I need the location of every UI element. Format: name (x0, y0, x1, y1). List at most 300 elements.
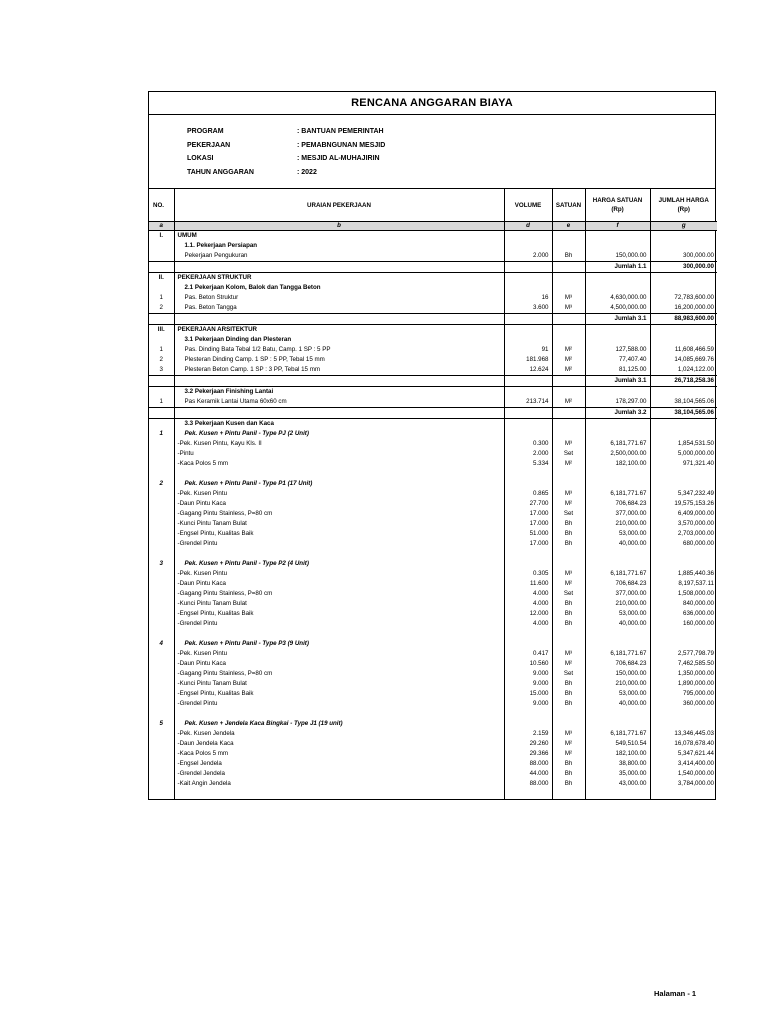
cell-jumlah: 38,104,565.06 (650, 397, 717, 408)
cell-no: 3 (159, 560, 163, 567)
cell-volume (504, 639, 552, 649)
cell-desc (174, 408, 504, 419)
item-desc: Daun Pintu Kaca (179, 500, 226, 507)
cell-volume: 91 (504, 345, 552, 355)
cell-harga (585, 639, 650, 649)
dash-marker: - (177, 690, 180, 697)
cell-jumlah: 360,000.00 (650, 699, 717, 709)
cell-satuan: M³ (552, 489, 585, 499)
blank-row (149, 789, 717, 799)
cell-volume: 16 (504, 293, 552, 303)
blank-row (149, 469, 717, 479)
cell-desc (174, 779, 504, 789)
cell-harga (585, 429, 650, 439)
table-row (149, 499, 717, 509)
cell-jumlah (650, 241, 717, 251)
table-row (149, 739, 717, 749)
cell-no: 1 (159, 294, 163, 301)
project-info (149, 115, 715, 189)
cell-volume (504, 789, 552, 799)
cell-satuan (552, 549, 585, 559)
cell-volume: 0.417 (504, 649, 552, 659)
table-row (149, 599, 717, 609)
item-desc: Pek. Kusen Pintu, Kayu Kls. II (179, 440, 262, 447)
table-row (149, 397, 717, 408)
subtotal-row (149, 314, 717, 325)
cell-satuan (552, 231, 585, 242)
cell-jumlah: 1,854,531.50 (650, 439, 717, 449)
table-row (149, 679, 717, 689)
cell-desc: 2.1 Pekerjaan Kolom, Balok dan Tangga Beton (174, 283, 504, 293)
cell-no (149, 739, 174, 749)
cell-no (149, 709, 174, 719)
cell-volume: 27.700 (504, 499, 552, 509)
document-title: RENCANA ANGGARAN BIAYA (149, 92, 715, 115)
cell-volume (504, 241, 552, 251)
cell-desc (174, 569, 504, 579)
cell-satuan (552, 335, 585, 345)
dash-marker: - (177, 700, 180, 707)
cell-satuan: Bh (552, 779, 585, 789)
dash-marker: - (177, 730, 180, 737)
cell-desc (174, 439, 504, 449)
cell-jumlah: 1,890,000.00 (650, 679, 717, 689)
cell-desc: Pekerjaan Pengukuran (174, 251, 504, 262)
dash-marker: - (177, 450, 180, 457)
cell-satuan: M³ (552, 303, 585, 314)
cell-jumlah (650, 639, 717, 649)
cell-volume (504, 314, 552, 325)
cell-no: 1 (159, 346, 163, 353)
cell-volume (504, 387, 552, 398)
cell-no (149, 251, 174, 262)
cell-satuan (552, 559, 585, 569)
cell-jumlah: 11,608,466.59 (650, 345, 717, 355)
cell-volume: 0.300 (504, 439, 552, 449)
cell-jumlah: 2,703,000.00 (650, 529, 717, 539)
cell-harga (585, 709, 650, 719)
table-row (149, 649, 717, 659)
cell-jumlah (650, 559, 717, 569)
cell-desc (174, 649, 504, 659)
cell-no (149, 499, 174, 509)
cell-jumlah: 1,024,122.00 (650, 365, 717, 376)
cell-volume: 88.000 (504, 759, 552, 769)
group-row (149, 429, 717, 439)
item-desc: Grendel Pintu (179, 620, 218, 627)
cell-jumlah (650, 231, 717, 242)
column-letters-row (149, 222, 717, 231)
cell-no: III. (149, 325, 174, 336)
dash-marker: - (177, 570, 180, 577)
section-row (149, 231, 717, 242)
cell-jumlah: 3,784,000.00 (650, 779, 717, 789)
dash-marker: - (177, 650, 180, 657)
cell-no (149, 599, 174, 609)
cell-no (149, 549, 174, 559)
cell-jumlah: 2,577,798.79 (650, 649, 717, 659)
dash-marker: - (177, 490, 180, 497)
cell-no (149, 387, 174, 398)
cell-no: 2 (159, 304, 163, 311)
group-row (149, 719, 717, 729)
cell-no: 2 (159, 480, 163, 487)
cell-no (149, 689, 174, 699)
column-letter: e (552, 222, 585, 231)
cell-jumlah: 680,000.00 (650, 539, 717, 549)
table-row (149, 539, 717, 549)
cell-jumlah: 7,462,585.50 (650, 659, 717, 669)
cell-satuan: M² (552, 739, 585, 749)
dash-marker: - (177, 590, 180, 597)
subsection-row (149, 335, 717, 345)
cell-no (149, 659, 174, 669)
cell-no (149, 779, 174, 789)
cell-volume: 29.366 (504, 749, 552, 759)
subtotal-row (149, 376, 717, 387)
dash-marker: - (177, 440, 180, 447)
cell-harga (585, 629, 650, 639)
dash-marker: - (177, 780, 180, 787)
cell-no (149, 629, 174, 639)
cell-no (149, 335, 174, 345)
group-row (149, 559, 717, 569)
cell-no: I. (149, 231, 174, 242)
dash-marker: - (177, 520, 180, 527)
subtotal-row (149, 408, 717, 419)
cell-satuan (552, 719, 585, 729)
column-letter: b (174, 222, 504, 231)
cell-desc (174, 609, 504, 619)
cell-no: 1 (159, 430, 163, 437)
cell-volume: 29.260 (504, 739, 552, 749)
cell-desc: 1.1. Pekerjaan Persiapan (174, 241, 504, 251)
cell-volume: 5.334 (504, 459, 552, 469)
cell-desc (174, 599, 504, 609)
cell-jumlah: 16,200,000.00 (650, 303, 717, 314)
cell-harga: 81,125.00 (585, 365, 650, 376)
cell-harga: 40,000.00 (585, 699, 650, 709)
item-desc: Engsel Pintu, Kualitas Baik (179, 610, 254, 617)
cell-no (149, 439, 174, 449)
dash-marker: - (177, 580, 180, 587)
cell-no (149, 649, 174, 659)
subtotal-value: 38,104,565.06 (650, 408, 717, 419)
cell-no (149, 569, 174, 579)
subtotal-value: 26,718,258.36 (650, 376, 717, 387)
cell-harga (585, 479, 650, 489)
cell-desc (174, 759, 504, 769)
cell-harga: 150,000.00 (585, 251, 650, 262)
cell-harga (585, 335, 650, 345)
cell-volume (504, 408, 552, 419)
info-label: PEKERJAAN (187, 141, 231, 149)
info-label: TAHUN ANGGARAN (187, 168, 254, 176)
cell-volume: 51.000 (504, 529, 552, 539)
header-volume: VOLUME (504, 189, 552, 222)
cell-satuan: Bh (552, 609, 585, 619)
cell-desc: Pas. Beton Tangga (174, 303, 504, 314)
cell-volume: 2.000 (504, 251, 552, 262)
cell-no (149, 519, 174, 529)
table-row (149, 459, 717, 469)
table-row (149, 779, 717, 789)
cell-volume: 181.968 (504, 355, 552, 365)
info-label: PROGRAM (187, 128, 224, 135)
cell-no (149, 283, 174, 293)
info-value: : MESJID AL-MUHAJIRIN (297, 155, 380, 162)
cell-desc (174, 449, 504, 459)
cell-desc (174, 789, 504, 799)
cell-satuan: M² (552, 459, 585, 469)
cell-jumlah (650, 283, 717, 293)
cell-harga: 210,000.00 (585, 679, 650, 689)
cell-jumlah: 5,347,621.44 (650, 749, 717, 759)
cell-satuan (552, 408, 585, 419)
cell-satuan (552, 479, 585, 489)
cell-jumlah: 3,414,400.00 (650, 759, 717, 769)
dash-marker: - (177, 600, 180, 607)
cell-harga (585, 419, 650, 430)
cell-satuan: M³ (552, 729, 585, 739)
cell-no (149, 459, 174, 469)
cell-jumlah: 16,078,678.40 (650, 739, 717, 749)
cell-no (149, 769, 174, 779)
subtotal-value: 88,983,600.00 (650, 314, 717, 325)
table-row (149, 619, 717, 629)
item-desc: Pek. Kusen Jendela (179, 730, 235, 737)
cell-harga: 706,684.23 (585, 499, 650, 509)
table-row (149, 509, 717, 519)
cell-volume: 17.000 (504, 539, 552, 549)
cell-harga: 210,000.00 (585, 519, 650, 529)
table-row (149, 699, 717, 709)
info-value: : BANTUAN PEMERINTAH (297, 128, 384, 135)
cell-satuan (552, 314, 585, 325)
cell-volume: 11.600 (504, 579, 552, 589)
cell-no: 4 (159, 640, 163, 647)
cell-volume: 9.000 (504, 669, 552, 679)
cell-harga (585, 231, 650, 242)
cell-volume: 9.000 (504, 699, 552, 709)
cell-harga: 706,684.23 (585, 579, 650, 589)
cell-satuan (552, 387, 585, 398)
item-desc: Grendel Pintu (179, 540, 218, 547)
cell-jumlah: 3,570,000.00 (650, 519, 717, 529)
item-desc: Engsel Pintu, Kualitas Baik (179, 690, 254, 697)
table-row (149, 251, 717, 262)
cell-volume (504, 429, 552, 439)
cell-satuan (552, 283, 585, 293)
cell-desc (174, 314, 504, 325)
cell-volume (504, 419, 552, 430)
table-row (149, 529, 717, 539)
cell-jumlah (650, 629, 717, 639)
cell-satuan: Bh (552, 529, 585, 539)
cell-volume (504, 629, 552, 639)
cell-jumlah (650, 469, 717, 479)
cell-desc (174, 509, 504, 519)
header-satuan: SATUAN (552, 189, 585, 222)
cell-volume: 4.000 (504, 619, 552, 629)
dash-marker: - (177, 510, 180, 517)
cell-jumlah: 72,783,600.00 (650, 293, 717, 303)
cell-jumlah: 8,197,537.11 (650, 579, 717, 589)
cell-harga: 38,800.00 (585, 759, 650, 769)
cell-harga (585, 283, 650, 293)
cell-satuan (552, 629, 585, 639)
cell-volume: 3.600 (504, 303, 552, 314)
cell-harga: 377,000.00 (585, 509, 650, 519)
cell-volume: 2.159 (504, 729, 552, 739)
cell-desc (174, 579, 504, 589)
cell-no: 3 (159, 366, 163, 373)
cell-no (149, 241, 174, 251)
cell-desc (174, 619, 504, 629)
cell-jumlah (650, 709, 717, 719)
cell-harga: 182,100.00 (585, 749, 650, 759)
dash-marker: - (177, 660, 180, 667)
cell-no (149, 729, 174, 739)
cell-satuan: Bh (552, 619, 585, 629)
cell-satuan (552, 325, 585, 336)
cell-satuan: M² (552, 397, 585, 408)
cell-harga: 127,588.00 (585, 345, 650, 355)
cell-desc (174, 739, 504, 749)
cell-no (149, 749, 174, 759)
cell-volume (504, 719, 552, 729)
cell-harga: 6,181,771.67 (585, 649, 650, 659)
cell-harga (585, 549, 650, 559)
cell-desc (174, 262, 504, 273)
cell-jumlah (650, 789, 717, 799)
item-desc: Kunci Pintu Tanam Bulat (179, 520, 247, 527)
cell-desc (174, 769, 504, 779)
cell-volume: 2.000 (504, 449, 552, 459)
column-letter: f (585, 222, 650, 231)
cell-harga: 53,000.00 (585, 529, 650, 539)
cell-satuan: Bh (552, 769, 585, 779)
cell-no (149, 669, 174, 679)
cell-satuan: M² (552, 355, 585, 365)
cell-harga: 35,000.00 (585, 769, 650, 779)
cell-desc: 3.3 Pekerjaan Kusen dan Kaca (174, 419, 504, 430)
cell-no (149, 789, 174, 799)
cell-harga: 706,684.23 (585, 659, 650, 669)
cell-satuan: M³ (552, 649, 585, 659)
cell-jumlah: 5,000,000.00 (650, 449, 717, 459)
subtotal-label: Jumlah 3.1 (585, 376, 650, 387)
cell-satuan: Bh (552, 519, 585, 529)
cell-desc (174, 659, 504, 669)
cell-harga: 4,500,000.00 (585, 303, 650, 314)
cell-harga (585, 273, 650, 284)
cell-volume: 9.000 (504, 679, 552, 689)
cell-volume (504, 559, 552, 569)
cell-desc: UMUM (174, 231, 504, 242)
cell-volume: 17.000 (504, 509, 552, 519)
cell-harga (585, 469, 650, 479)
cell-harga: 549,510.54 (585, 739, 650, 749)
cell-no (149, 376, 174, 387)
table-row (149, 689, 717, 699)
cell-volume: 88.000 (504, 779, 552, 789)
cell-no (149, 408, 174, 419)
header-jumlah: JUMLAH HARGA (Rp) (650, 189, 717, 222)
subtotal-label: Jumlah 3.1 (585, 314, 650, 325)
cell-satuan: Set (552, 589, 585, 599)
info-label: LOKASI (187, 155, 214, 162)
cell-no (149, 509, 174, 519)
info-value: : 2022 (297, 168, 317, 176)
table-row (149, 439, 717, 449)
cell-jumlah (650, 479, 717, 489)
cell-satuan: M² (552, 345, 585, 355)
cell-satuan: Bh (552, 689, 585, 699)
dash-marker: - (177, 610, 180, 617)
section-row (149, 273, 717, 284)
table-row (149, 569, 717, 579)
cell-harga (585, 719, 650, 729)
cell-jumlah (650, 429, 717, 439)
cell-desc (174, 376, 504, 387)
cell-desc: Pek. Kusen + Pintu Panil - Type P2 (4 Unit) (174, 559, 504, 569)
dash-marker: - (177, 670, 180, 677)
table-row (149, 729, 717, 739)
item-desc: Kaca Polos 5 mm (179, 460, 229, 467)
dash-marker: - (177, 750, 180, 757)
cell-desc (174, 589, 504, 599)
cell-desc (174, 729, 504, 739)
cell-desc (174, 679, 504, 689)
cell-volume (504, 335, 552, 345)
cell-volume: 213.714 (504, 397, 552, 408)
cell-volume (504, 231, 552, 242)
item-desc: Pek. Kusen Pintu (179, 490, 228, 497)
cell-jumlah (650, 325, 717, 336)
cell-satuan: Bh (552, 679, 585, 689)
cell-volume (504, 283, 552, 293)
cell-desc: 3.2 Pekerjaan Finishing Lantai (174, 387, 504, 398)
cell-jumlah: 1,540,000.00 (650, 769, 717, 779)
cell-satuan (552, 376, 585, 387)
cell-desc (174, 469, 504, 479)
cell-harga: 6,181,771.67 (585, 439, 650, 449)
cell-volume (504, 273, 552, 284)
table-header (149, 189, 717, 222)
cell-volume (504, 376, 552, 387)
cell-volume: 4.000 (504, 599, 552, 609)
subsection-row (149, 241, 717, 251)
cell-no (149, 759, 174, 769)
item-desc: Gagang Pintu Stainless, P=80 cm (179, 590, 273, 597)
table-row (149, 669, 717, 679)
item-desc: Kunci Pintu Tanam Bulat (179, 680, 247, 687)
cell-desc (174, 699, 504, 709)
cell-volume: 17.000 (504, 519, 552, 529)
item-desc: Gagang Pintu Stainless, P=80 cm (179, 510, 273, 517)
cell-volume: 0.305 (504, 569, 552, 579)
cell-no: 1 (159, 398, 163, 405)
cell-harga: 53,000.00 (585, 689, 650, 699)
cell-satuan: M² (552, 659, 585, 669)
cell-harga (585, 559, 650, 569)
cell-desc: Pek. Kusen + Pintu Panil - Type PJ (2 Unit) (174, 429, 504, 439)
cell-volume (504, 469, 552, 479)
cell-desc: Pas. Beton Struktur (174, 293, 504, 303)
cell-desc (174, 489, 504, 499)
info-row (149, 139, 715, 153)
